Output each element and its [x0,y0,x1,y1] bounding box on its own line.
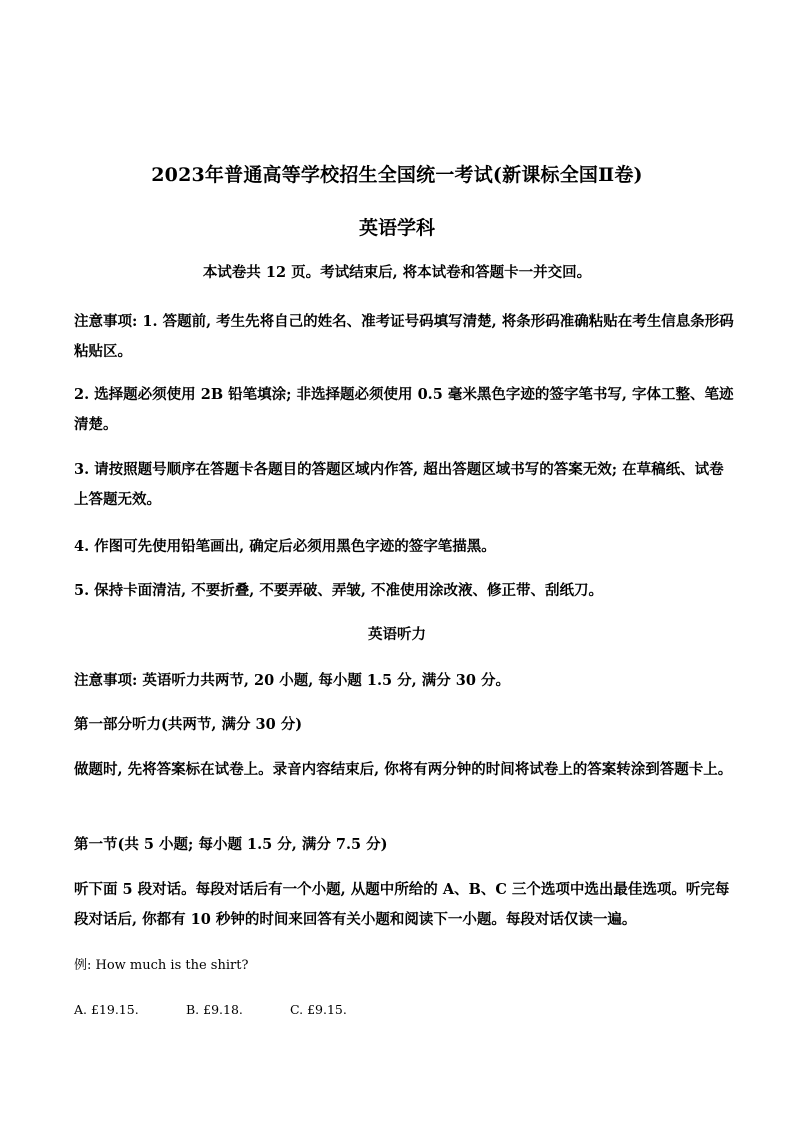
note-2: 2. 选择题必须使用 2B 铅笔填涂; 非选择题必须使用 0.5 毫米黑色字迹的签字笔书写, 字体工整、笔迹清楚。 [74,386,734,433]
note-5: 5. 保持卡面清洁, 不要折叠, 不要弄破、弄皱, 不准使用涂改液、修正带、刮纸刀。 [74,582,603,599]
part1-instruction: 做题时, 先将答案标在试卷上。录音内容结束后, 你将有两分钟的时间将试卷上的答案转涂到答题卡上。 [74,761,733,778]
option-b: B. £9.18. [186,1002,243,1017]
note-3: 3. 请按照题号顺序在答题卡各题目的答题区域内作答, 超出答题区域书写的答案无效; 在草稿纸、试卷上答题无效。 [74,461,724,508]
listening-heading: 英语听力 [368,626,426,643]
option-c: C. £9.15. [290,1002,347,1017]
intro-line: 本试卷共 12 页。考试结束后, 将本试卷和答题卡一并交回。 [202,264,592,281]
listening-note: 注意事项: 英语听力共两节, 20 小题, 每小题 1.5 分, 满分 30 分。 [74,672,511,689]
note-4: 4. 作图可先使用铅笔画出, 确定后必须用黑色字迹的签字笔描黑。 [74,538,496,555]
section1-heading: 第一节(共 5 小题; 每小题 1.5 分, 满分 7.5 分) [74,836,388,853]
exam-title: 2023年普通高等学校招生全国统一考试(新课标全国Ⅱ卷) [151,164,643,186]
note-1: 注意事项: 1. 答题前, 考生先将自己的姓名、准考证号码填写清楚, 将条形码准确粘贴在考生信息条形码粘贴区。 [74,313,734,360]
part1-heading: 第一部分听力(共两节, 满分 30 分) [74,716,303,733]
section1-instruction: 听下面 5 段对话。每段对话后有一个小题, 从题中所给的 A、B、C 三个选项中选出最佳选项。听完每段对话后, 你都有 10 秒钟的时间来回答有关小题和阅读下一小题。每段对话仅读一遍。 [74,881,730,928]
option-a: A. £19.15. [74,1002,139,1017]
subject-title: 英语学科 [358,217,435,239]
example-question: 例: How much is the shirt? [74,958,249,973]
